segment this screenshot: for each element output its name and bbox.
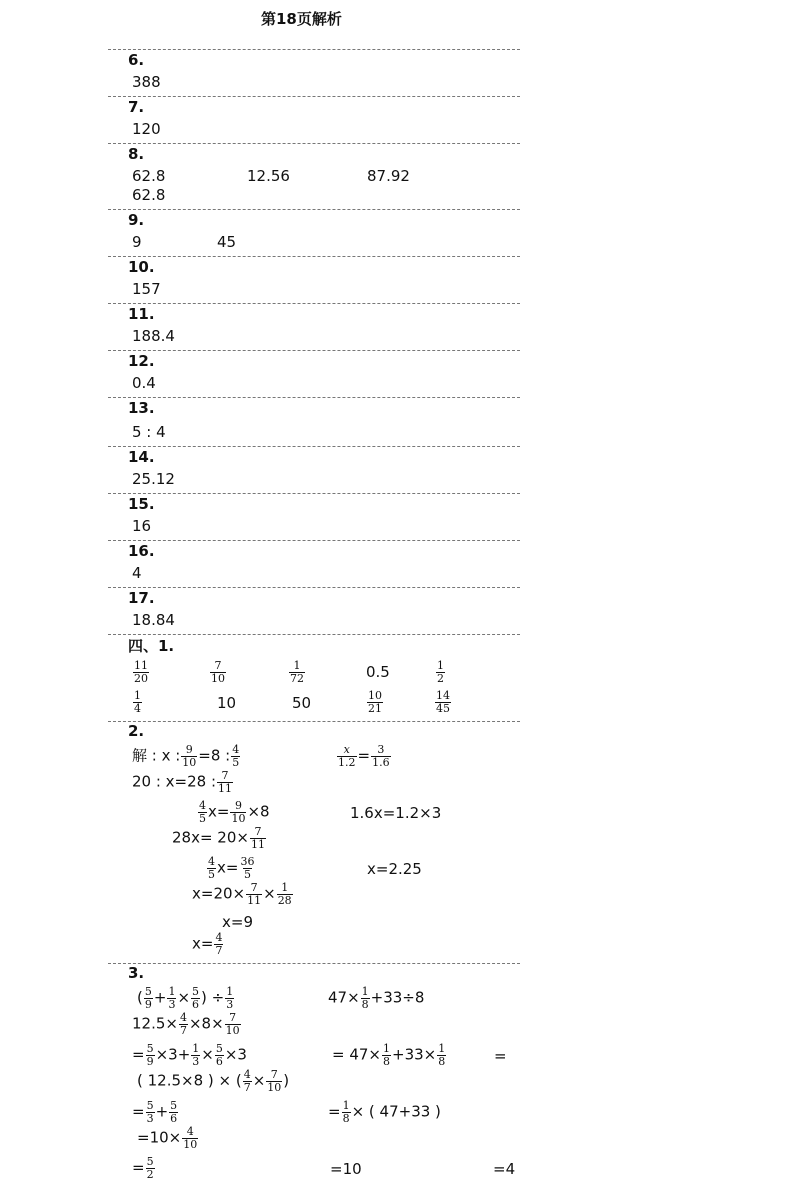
equation-line: 解 : x : $\frac{9}{10}$ =8 : $\frac{4}{5}$ bbox=[132, 743, 240, 769]
answer: 0.4 bbox=[132, 374, 156, 392]
answer-fraction: $\frac{10}{21}$ bbox=[368, 689, 382, 715]
question-number: 6. bbox=[128, 51, 145, 69]
divider bbox=[108, 721, 520, 722]
equation-line: = bbox=[494, 1047, 507, 1065]
equation-line: = $\frac{5}{9}$ ×3+ $\frac{1}{3}$ × $\frac{5}{6}$ ×3 bbox=[132, 1042, 247, 1068]
answer: 50 bbox=[292, 694, 312, 712]
divider bbox=[108, 493, 520, 494]
answer-fraction: $\frac{1}{2}$ bbox=[437, 659, 444, 685]
equation-line: =10× $\frac{4}{10}$ bbox=[137, 1125, 198, 1151]
equation-line: ( 12.5×8 ) × ( $\frac{4}{7}$ × $\frac{7}{10}$ ) bbox=[137, 1068, 290, 1094]
divider bbox=[108, 587, 520, 588]
answer-fraction: $\frac{1}{4}$ bbox=[134, 689, 141, 715]
answer: 157 bbox=[132, 280, 161, 298]
question-number: 9. bbox=[128, 211, 145, 229]
divider bbox=[108, 397, 520, 398]
equation-line: $\frac{4}{5}$ x= $\frac{36}{5}$ bbox=[208, 855, 255, 881]
divider bbox=[108, 540, 520, 541]
divider bbox=[108, 96, 520, 97]
question-number: 15. bbox=[128, 495, 155, 513]
answer: 10 bbox=[217, 694, 237, 712]
question-number: 10. bbox=[128, 258, 155, 276]
equation-line: 47× $\frac{1}{8}$ +33÷8 bbox=[328, 985, 425, 1011]
equation-line: 20 : x=28 : $\frac{7}{11}$ bbox=[132, 769, 233, 795]
answer: 188.4 bbox=[132, 327, 175, 345]
question-number: 2. bbox=[128, 722, 145, 740]
question-number: 12. bbox=[128, 352, 155, 370]
answer: 25.12 bbox=[132, 470, 175, 488]
answer: 18.84 bbox=[132, 611, 175, 629]
equation-line: ( $\frac{5}{9}$ + $\frac{1}{3}$ × $\frac{5}{6}$ ) ÷ $\frac{1}{3}$ bbox=[137, 985, 234, 1011]
equation-line: x=9 bbox=[222, 913, 253, 931]
question-number: 3. bbox=[128, 964, 145, 982]
equation-line: $\frac{4}{5}$ x= $\frac{9}{10}$ ×8 bbox=[199, 799, 270, 825]
question-number: 7. bbox=[128, 98, 145, 116]
answer: 45 bbox=[217, 233, 237, 251]
divider bbox=[108, 49, 520, 50]
answer: 120 bbox=[132, 120, 161, 138]
divider bbox=[108, 303, 520, 304]
answer: 12.56 bbox=[247, 167, 290, 185]
divider bbox=[108, 256, 520, 257]
answer: 62.8 bbox=[132, 186, 166, 204]
answer-fraction: $\frac{11}{20}$ bbox=[134, 659, 148, 685]
equation-line: 12.5× $\frac{4}{7}$ ×8× $\frac{7}{10}$ bbox=[132, 1011, 240, 1037]
question-number: 8. bbox=[128, 145, 145, 163]
answer: 16 bbox=[132, 517, 152, 535]
equation-line: =10 bbox=[330, 1160, 362, 1178]
answer: 62.8 bbox=[132, 167, 166, 185]
section-question-number: 四、1. bbox=[128, 637, 175, 655]
equation-line: = 47× $\frac{1}{8}$ +33× $\frac{1}{8}$ bbox=[332, 1042, 446, 1068]
equation-line: x=20× $\frac{7}{11}$ × $\frac{1}{28}$ bbox=[192, 881, 292, 907]
equation-line: $\frac{x}{1.2}$ = $\frac{3}{1.6}$ bbox=[338, 743, 390, 769]
equation-line: 28x= 20× $\frac{7}{11}$ bbox=[172, 825, 265, 851]
answer: 388 bbox=[132, 73, 161, 91]
equation-line: = $\frac{5}{2}$ bbox=[132, 1155, 154, 1181]
question-number: 17. bbox=[128, 589, 155, 607]
equation-line: = $\frac{5}{3}$ + $\frac{5}{6}$ bbox=[132, 1099, 178, 1125]
question-number: 11. bbox=[128, 305, 155, 323]
answer-fraction: $\frac{7}{10}$ bbox=[211, 659, 225, 685]
page-title: 第18页解析 bbox=[261, 10, 342, 28]
answer-fraction: $\frac{1}{72}$ bbox=[290, 659, 304, 685]
divider bbox=[108, 446, 520, 447]
answer: 0.5 bbox=[366, 663, 390, 681]
question-number: 13. bbox=[128, 399, 155, 417]
answer: 5 : 4 bbox=[132, 423, 166, 441]
divider bbox=[108, 209, 520, 210]
question-number: 16. bbox=[128, 542, 155, 560]
divider bbox=[108, 143, 520, 144]
equation-line: x=2.25 bbox=[367, 860, 422, 878]
answer: 87.92 bbox=[367, 167, 410, 185]
equation-line: = $\frac{1}{8}$ × ( 47+33 ) bbox=[328, 1099, 441, 1125]
divider bbox=[108, 634, 520, 635]
answer: 9 bbox=[132, 233, 142, 251]
answer: 4 bbox=[132, 564, 142, 582]
divider bbox=[108, 350, 520, 351]
divider bbox=[108, 963, 520, 964]
equation-line: 1.6x=1.2×3 bbox=[350, 804, 442, 822]
question-number: 14. bbox=[128, 448, 155, 466]
equation-line: =4 bbox=[493, 1160, 516, 1178]
equation-line: x= $\frac{4}{7}$ bbox=[192, 931, 223, 957]
answer-fraction: $\frac{14}{45}$ bbox=[436, 689, 450, 715]
